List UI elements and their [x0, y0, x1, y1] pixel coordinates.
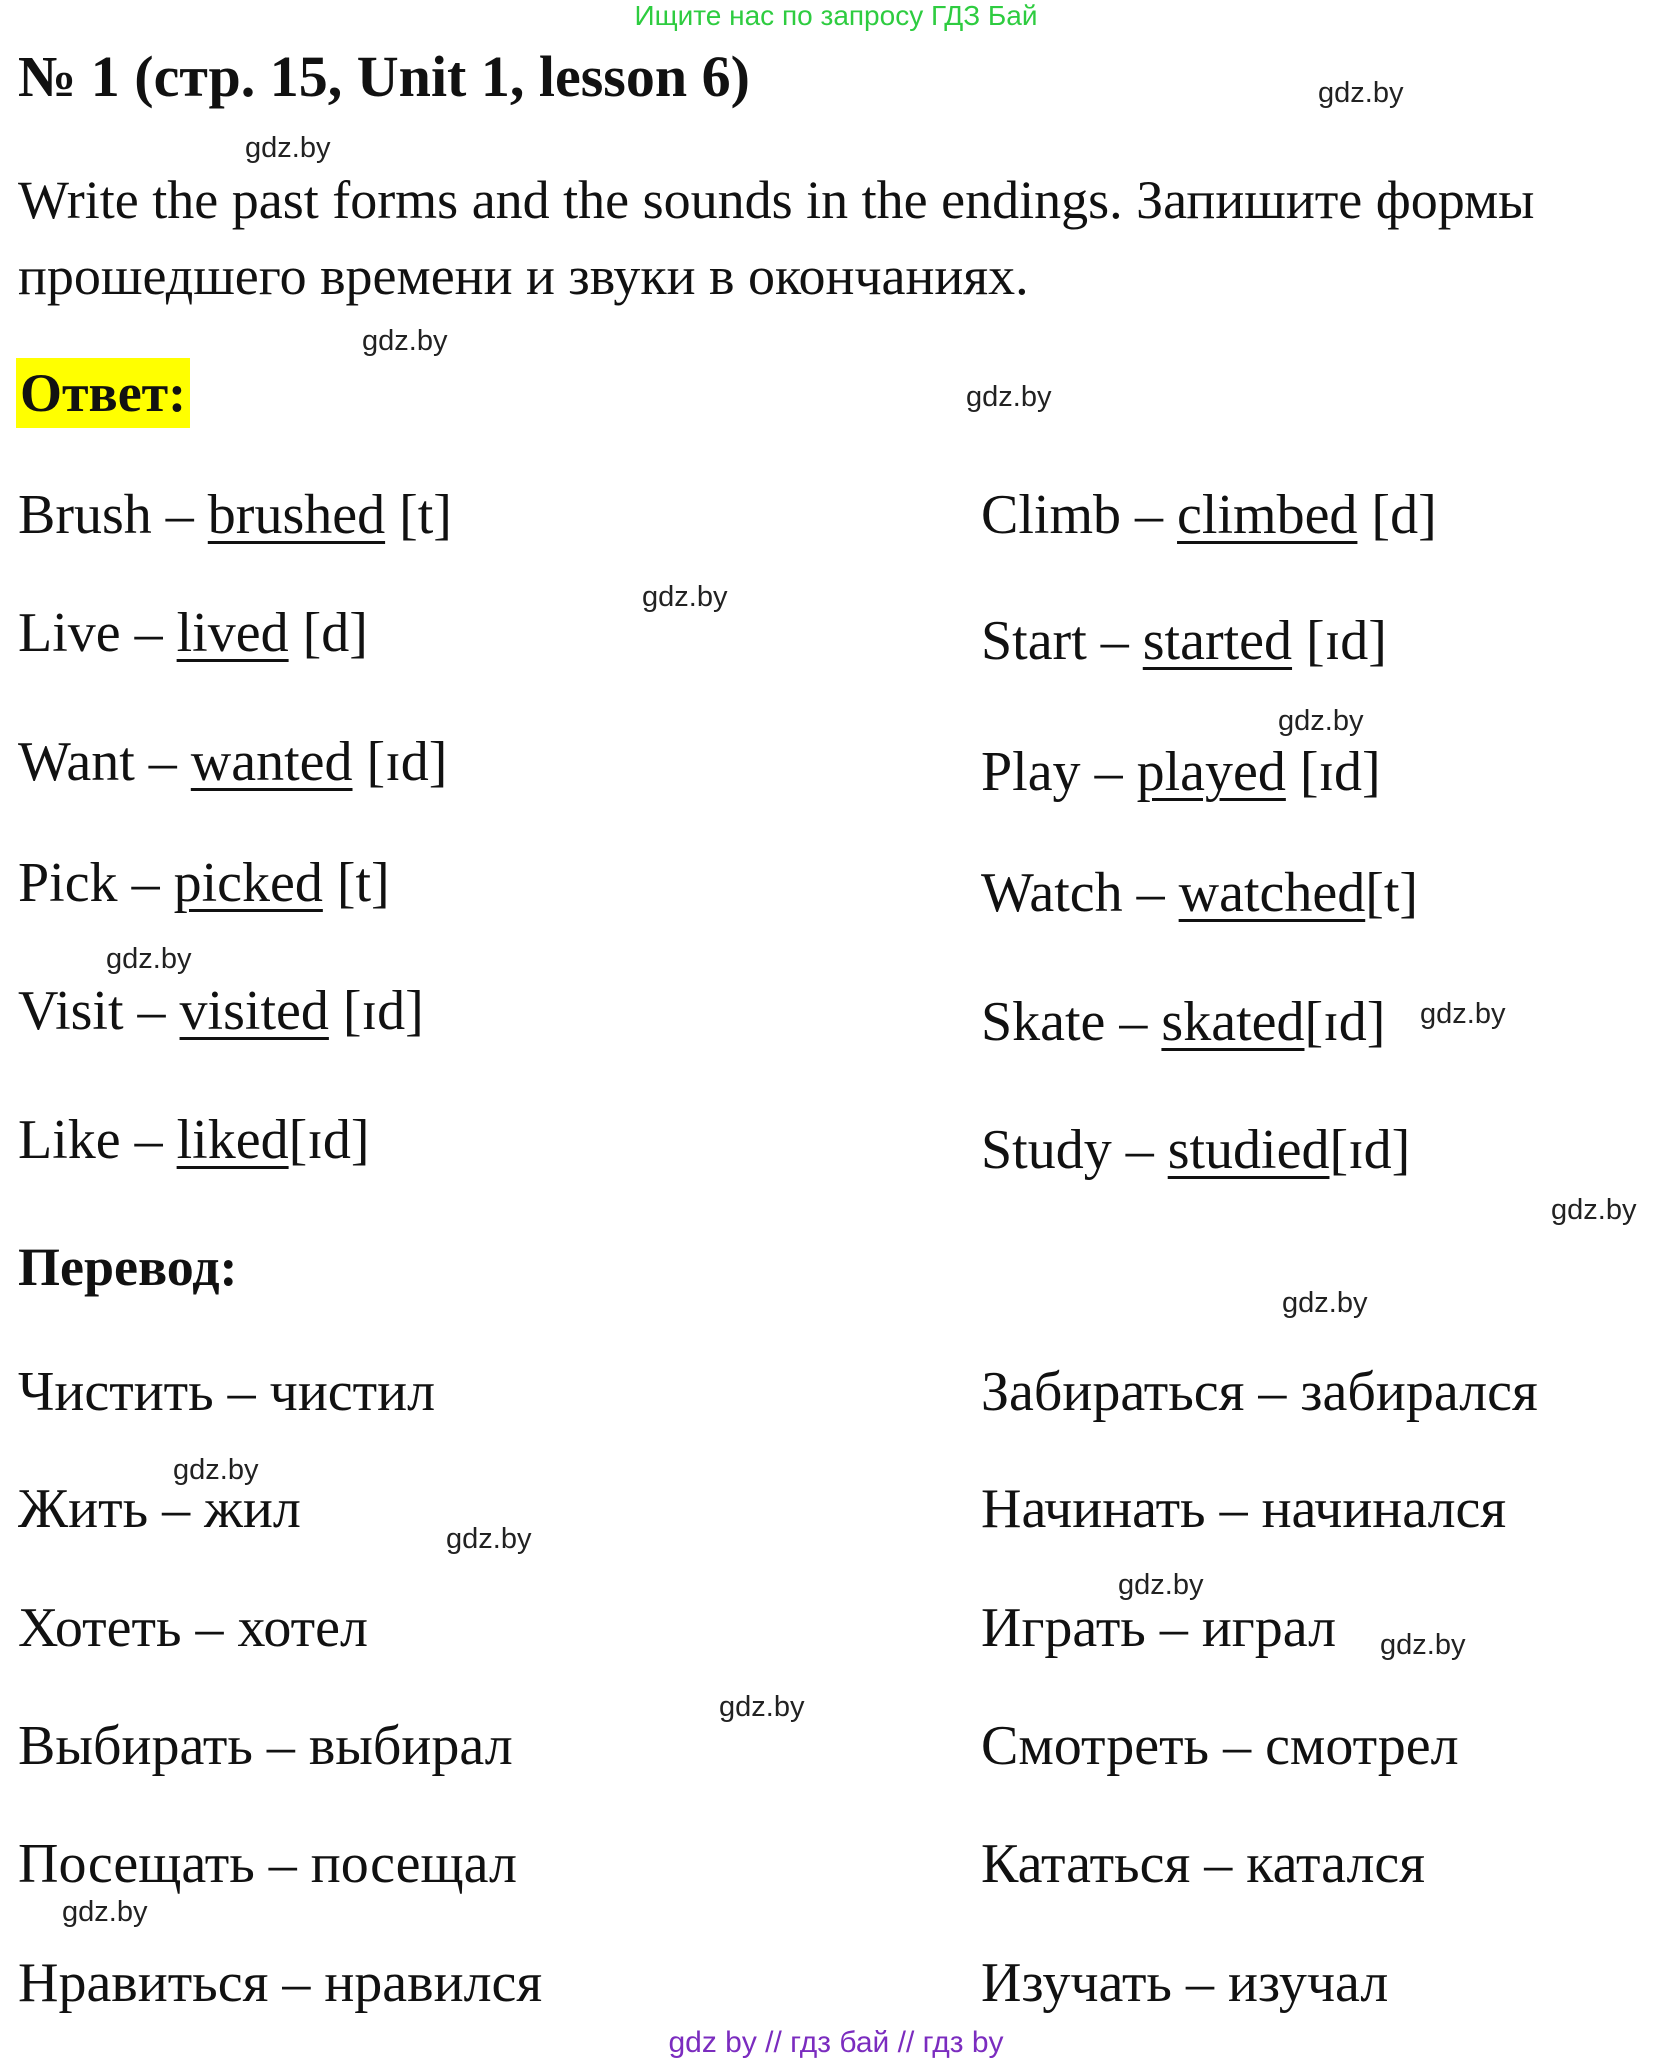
translation-row: Играть – играл — [981, 1597, 1337, 1659]
watermark: gdz.by — [966, 381, 1052, 413]
answer-row: Want – wanted [ɪd] — [18, 731, 448, 793]
translation-row: Выбирать – выбирал — [18, 1715, 513, 1777]
watermark: gdz.by — [1118, 1569, 1204, 1601]
watermark: gdz.by — [642, 581, 728, 613]
instruction-text: Write the past forms and the sounds in the endings. Запишите формы прошедшего времени и звуки в окончаниях. — [18, 170, 1535, 306]
answer-row: Start – started [ɪd] — [981, 610, 1387, 672]
answer-row: Live – lived [d] — [18, 602, 368, 664]
answer-row: Pick – picked [t] — [18, 852, 390, 914]
watermark: gdz.by — [1380, 1629, 1466, 1661]
translation-row: Посещать – посещал — [18, 1833, 517, 1895]
watermark: gdz.by — [1278, 705, 1364, 737]
translation-row: Забираться – забирался — [981, 1361, 1538, 1423]
translation-row: Кататься – катался — [981, 1833, 1426, 1895]
watermark: gdz.by — [173, 1454, 259, 1486]
watermark: gdz.by — [719, 1691, 805, 1723]
watermark: gdz.by — [362, 325, 448, 357]
answer-row: Skate – skated[ɪd] — [981, 991, 1386, 1053]
watermark: gdz.by — [1318, 77, 1404, 109]
translation-row: Чистить – чистил — [18, 1361, 436, 1423]
answer-row: Brush – brushed [t] — [18, 484, 452, 546]
answer-row: Climb – climbed [d] — [981, 484, 1437, 546]
task-title: № 1 (стр. 15, Unit 1, lesson 6) — [18, 44, 750, 109]
answer-row: Watch – watched[t] — [981, 862, 1419, 924]
watermark: gdz.by — [245, 132, 331, 164]
watermark: gdz.by — [1420, 998, 1506, 1030]
top-banner[interactable]: Ищите нас по запросу ГДЗ Бай — [634, 0, 1038, 31]
translation-row: Хотеть – хотел — [18, 1597, 368, 1659]
answer-row: Visit – visited [ɪd] — [18, 980, 424, 1042]
answer-row: Play – played [ɪd] — [981, 741, 1381, 803]
translation-row: Смотреть – смотрел — [981, 1715, 1459, 1777]
translation-row: Нравиться – нравился — [18, 1952, 543, 2014]
answer-row: Study – studied[ɪd] — [981, 1119, 1411, 1181]
translation-row: Жить – жил — [18, 1478, 301, 1540]
watermark: gdz.by — [62, 1896, 148, 1928]
watermark: gdz.by — [106, 943, 192, 975]
bottom-banner[interactable]: gdz by // гдз бай // гдз by — [668, 2026, 1004, 2059]
watermark: gdz.by — [1551, 1194, 1637, 1226]
translation-row: Изучать – изучал — [981, 1952, 1389, 2014]
answer-label: Ответ: — [16, 358, 190, 428]
watermark: gdz.by — [1282, 1287, 1368, 1319]
watermark: gdz.by — [446, 1523, 532, 1555]
answer-row: Like – liked[ɪd] — [18, 1109, 370, 1171]
translation-row: Начинать – начинался — [981, 1478, 1507, 1540]
translation-label: Перевод: — [18, 1237, 238, 1297]
